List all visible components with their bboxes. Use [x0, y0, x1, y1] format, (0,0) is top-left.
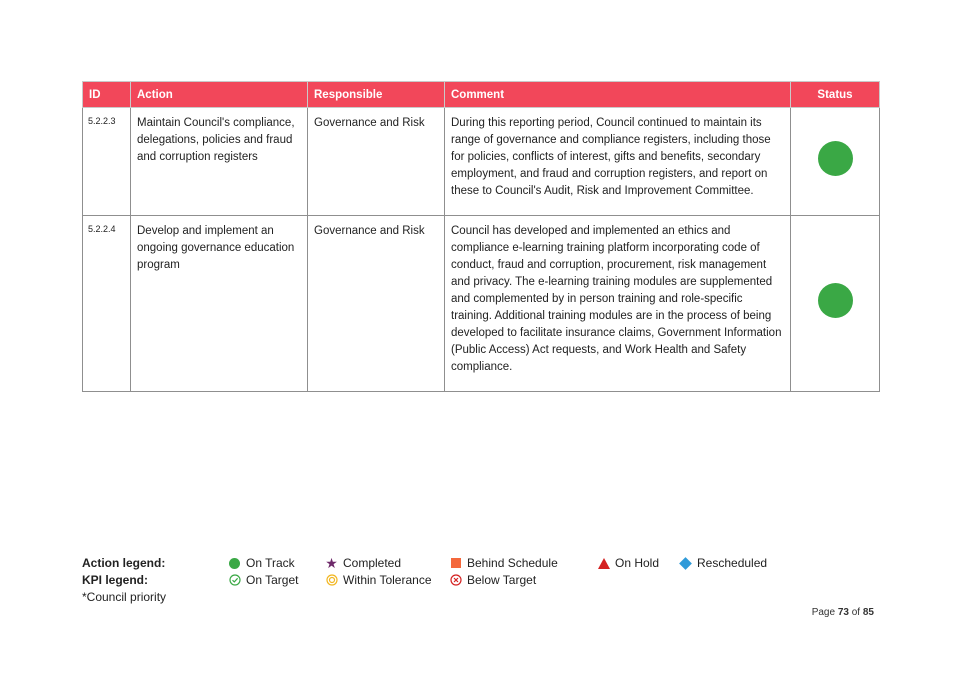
row-comment: During this reporting period, Council continued to maintain its range of governance and compliance registers, including those for policies, conflicts of interest, gifts and benefits, secondary employment, and fraud and corruption registers, and report on these to Council's Audit, Risk and Improvement Committee. [445, 108, 791, 216]
table-header-row [83, 82, 880, 108]
header-id: ID [83, 82, 131, 108]
table-row [83, 108, 880, 216]
row-action: Maintain Council's compliance, delegations, policies and fraud and corruption registers [131, 108, 308, 216]
on-track-status-icon [818, 141, 853, 176]
kpi-legend-label: KPI legend: [82, 573, 149, 587]
council-priority-note: *Council priority [82, 590, 167, 604]
row-status [791, 216, 880, 392]
legend-rescheduled: Rescheduled [679, 556, 767, 570]
orange-square-icon [449, 557, 462, 570]
legend-below-target: Below Target [449, 573, 536, 587]
legend-on-hold: On Hold [597, 556, 659, 570]
header-comment: Comment [445, 82, 791, 108]
yellow-circle-icon [325, 574, 338, 587]
row-id: 5.2.2.3 [83, 108, 131, 216]
blue-diamond-icon [679, 557, 692, 570]
red-x-circle-icon [449, 574, 462, 587]
row-responsible: Governance and Risk [308, 108, 445, 216]
header-status: Status [791, 82, 880, 108]
page-number: Page 73 of 85 [811, 607, 874, 618]
header-action: Action [131, 82, 308, 108]
on-track-status-icon [818, 283, 853, 318]
action-legend-label: Action legend: [82, 556, 166, 570]
legend-within-tolerance: Within Tolerance [325, 573, 432, 587]
row-comment: Council has developed and implemented an ethics and compliance e-learning training platform incorporating code of conduct, fraud and corruption, procurement, risk management and privacy. The e-learning training modules are supplemented and complemented by in person training and role-specific training. Additional training modules are in the process of being developed to facilitate insurance claims, Government Information (Public Access) Act requests, and Work Health and Safety compliance. [445, 216, 791, 392]
green-check-circle-icon [228, 574, 241, 587]
row-status [791, 108, 880, 216]
red-triangle-icon [597, 557, 610, 570]
green-circle-icon [228, 557, 241, 570]
action-table [82, 81, 880, 392]
legend-completed: ★ Completed [325, 554, 402, 571]
purple-star-icon: ★ [325, 554, 338, 571]
row-responsible: Governance and Risk [308, 216, 445, 392]
legend-behind-schedule: Behind Schedule [449, 556, 558, 570]
row-action: Develop and implement an ongoing governance education program [131, 216, 308, 392]
row-id: 5.2.2.4 [83, 216, 131, 392]
table-row [83, 216, 880, 392]
legend-on-track: On Track [228, 556, 295, 570]
header-responsible: Responsible [308, 82, 445, 108]
legend-on-target: On Target [228, 573, 298, 587]
